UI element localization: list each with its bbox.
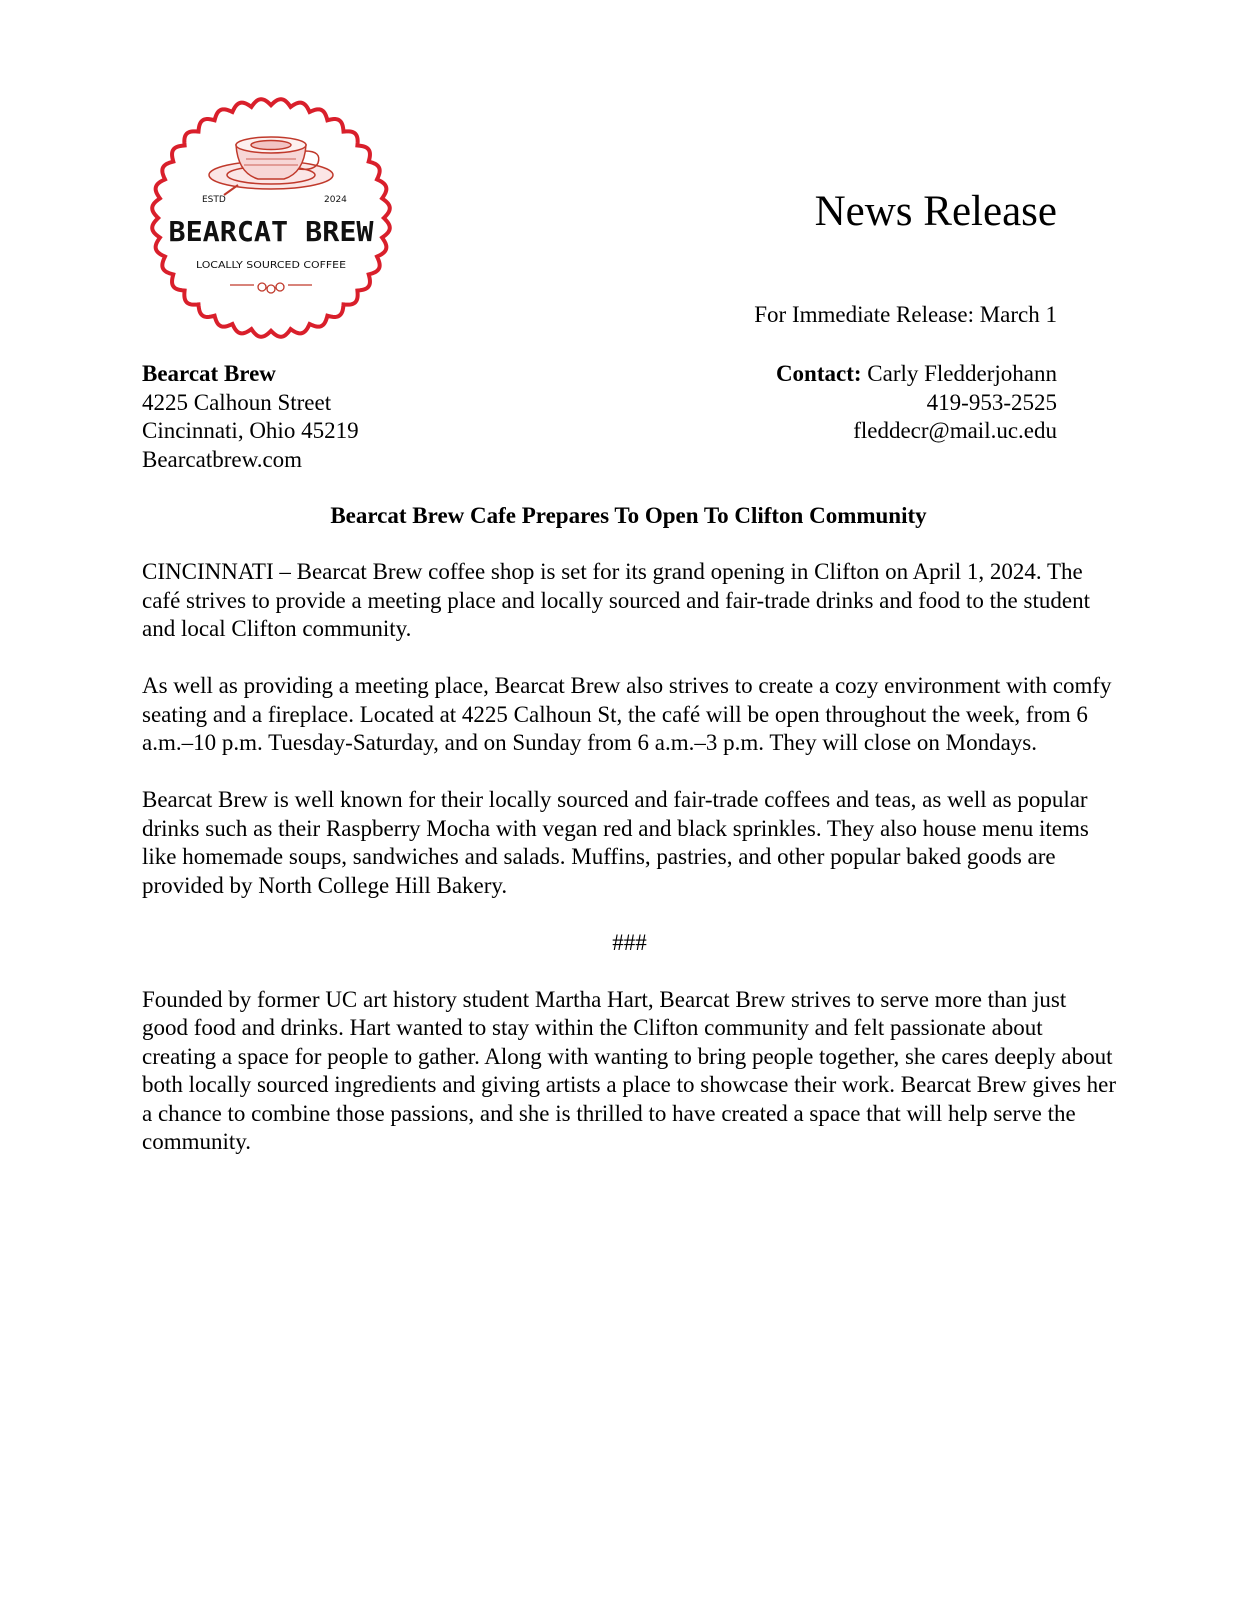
bearcat-brew-logo bbox=[146, 93, 396, 343]
company-name: Bearcat Brew bbox=[142, 361, 276, 386]
headline: Bearcat Brew Cafe Prepares To Open To Clifton Community bbox=[330, 503, 927, 528]
company-address-block bbox=[142, 360, 359, 474]
paragraph: Bearcat Brew is well known for their locally sourced and fair-trade coffees and teas, as well as popular drinks such as their Raspberry Mocha with vegan red and black sprinkles. They also house menu items like homemade soups, sandwiches and salads. Muffins, pastries, and other popular baked goods are provided by North College Hill Bakery. bbox=[142, 787, 1089, 898]
contact-phone: 419-953-2525 bbox=[926, 389, 1057, 415]
contact-label: Contact: bbox=[775, 361, 862, 386]
company-street: 4225 Calhoun Street bbox=[142, 389, 332, 415]
logo-year: 2024 bbox=[324, 195, 347, 205]
contact-line bbox=[776, 360, 1057, 389]
logo-brand-name: BEARCAT BREW bbox=[168, 215, 374, 248]
logo-tagline: LOCALLY SOURCED COFFEE bbox=[196, 260, 346, 271]
logo-badge bbox=[146, 93, 396, 343]
company-website: Bearcatbrew.com bbox=[142, 446, 303, 472]
page-title: News Release bbox=[814, 188, 1057, 235]
body-text bbox=[142, 558, 1117, 1185]
contact-name: Carly Fledderjohann bbox=[861, 361, 1057, 386]
release-date: For Immediate Release: March 1 bbox=[754, 302, 1057, 327]
contact-block bbox=[776, 360, 1057, 446]
end-mark: ### bbox=[612, 929, 647, 955]
paragraph: CINCINNATI – Bearcat Brew coffee shop is set for its grand opening in Clifton on April 1, 2024. The café strives to provide a meeting place and locally sourced and fair-trade drinks and food to the student and local Clifton community. bbox=[142, 559, 1090, 641]
logo-estd: ESTD bbox=[202, 195, 226, 205]
contact-email: fleddecr@mail.uc.edu bbox=[853, 418, 1057, 443]
company-city: Cincinnati, Ohio 45219 bbox=[142, 418, 359, 443]
boilerplate-paragraph: Founded by former UC art history student Martha Hart, Bearcat Brew strives to serve more than just good food and drinks. Hart wanted to stay within the Clifton community and felt passionate about creating a space for people to gather. Along with wanting to bring people together, she cares deeply about both locally sourced ingredients and giving artists a place to showcase their work. Bearcat Brew gives her a chance to combine those passions, and she is thrilled to have created a space that will help serve the community. bbox=[142, 986, 1117, 1154]
paragraph: As well as providing a meeting place, Bearcat Brew also strives to create a cozy environment with comfy seating and a fireplace. Located at 4225 Calhoun St, the café will be open throughout the week, from 6 a.m.–10 p.m. Tuesday-Saturday, and on Sunday from 6 a.m.–3 p.m. They will close on Mondays. bbox=[142, 673, 1112, 755]
